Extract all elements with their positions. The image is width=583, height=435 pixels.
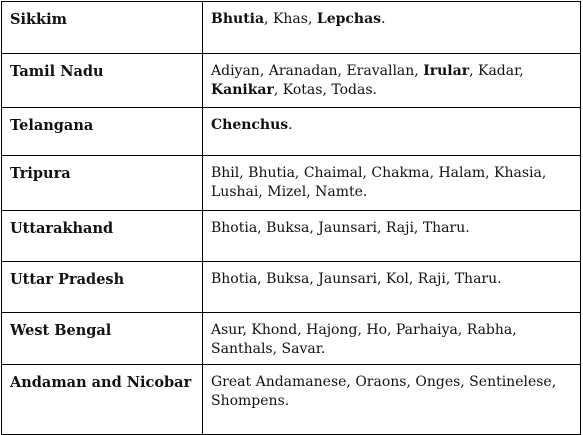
- tribe-text: .: [381, 11, 386, 27]
- state-cell: Tamil Nadu: [2, 54, 203, 108]
- tribes-cell: [203, 54, 581, 108]
- tribe-name: Irular: [423, 63, 470, 79]
- table-row: [2, 108, 581, 156]
- tribe-text: Adiyan, Aranadan, Eravallan,: [211, 63, 424, 79]
- tribes-cell: [203, 2, 581, 54]
- tribe-text: Bhotia, Buksa, Jaunsari, Kol, Raji, Tharu.: [211, 271, 502, 287]
- tribe-text: , Kadar,: [469, 63, 524, 79]
- state-cell: Tripura: [2, 156, 203, 211]
- tribes-cell: [203, 365, 581, 435]
- tribes-cell: [203, 108, 581, 156]
- tribes-cell: [203, 313, 581, 365]
- tribe-name: Kanikar: [211, 82, 274, 98]
- table-row: [2, 211, 581, 262]
- state-cell: Telangana: [2, 108, 203, 156]
- table-row: [2, 365, 581, 435]
- tribe-text: , Khas,: [264, 11, 317, 27]
- table-row: [2, 54, 581, 108]
- state-tribes-table: [1, 1, 581, 435]
- table-row: [2, 156, 581, 211]
- tribe-name: Chenchus: [211, 117, 289, 133]
- state-cell: West Bengal: [2, 313, 203, 365]
- tribes-cell: [203, 156, 581, 211]
- tribe-text: .: [288, 117, 293, 133]
- table-row: [2, 313, 581, 365]
- table-row: [2, 262, 581, 313]
- tribes-cell: [203, 262, 581, 313]
- table-row: [2, 2, 581, 54]
- tribes-cell: [203, 211, 581, 262]
- tribe-text: Asur, Khond, Hajong, Ho, Parhaiya, Rabha, Santhals, Savar.: [211, 322, 517, 357]
- tribe-text: , Kotas, Todas.: [273, 82, 377, 98]
- state-cell: Andaman and Nicobar: [2, 365, 203, 435]
- state-cell: Uttarakhand: [2, 211, 203, 262]
- tribe-text: Great Andamanese, Oraons, Onges, Sentinelese, Shompens.: [211, 374, 557, 409]
- tribe-text: Bhil, Bhutia, Chaimal, Chakma, Halam, Khasia, Lushai, Mizel, Namte.: [211, 165, 547, 200]
- state-cell: Sikkim: [2, 2, 203, 54]
- tribe-name: Lepchas: [316, 11, 382, 27]
- state-cell: Uttar Pradesh: [2, 262, 203, 313]
- tribe-name: Bhutia: [211, 11, 265, 27]
- tribe-text: Bhotia, Buksa, Jaunsari, Raji, Tharu.: [211, 220, 470, 236]
